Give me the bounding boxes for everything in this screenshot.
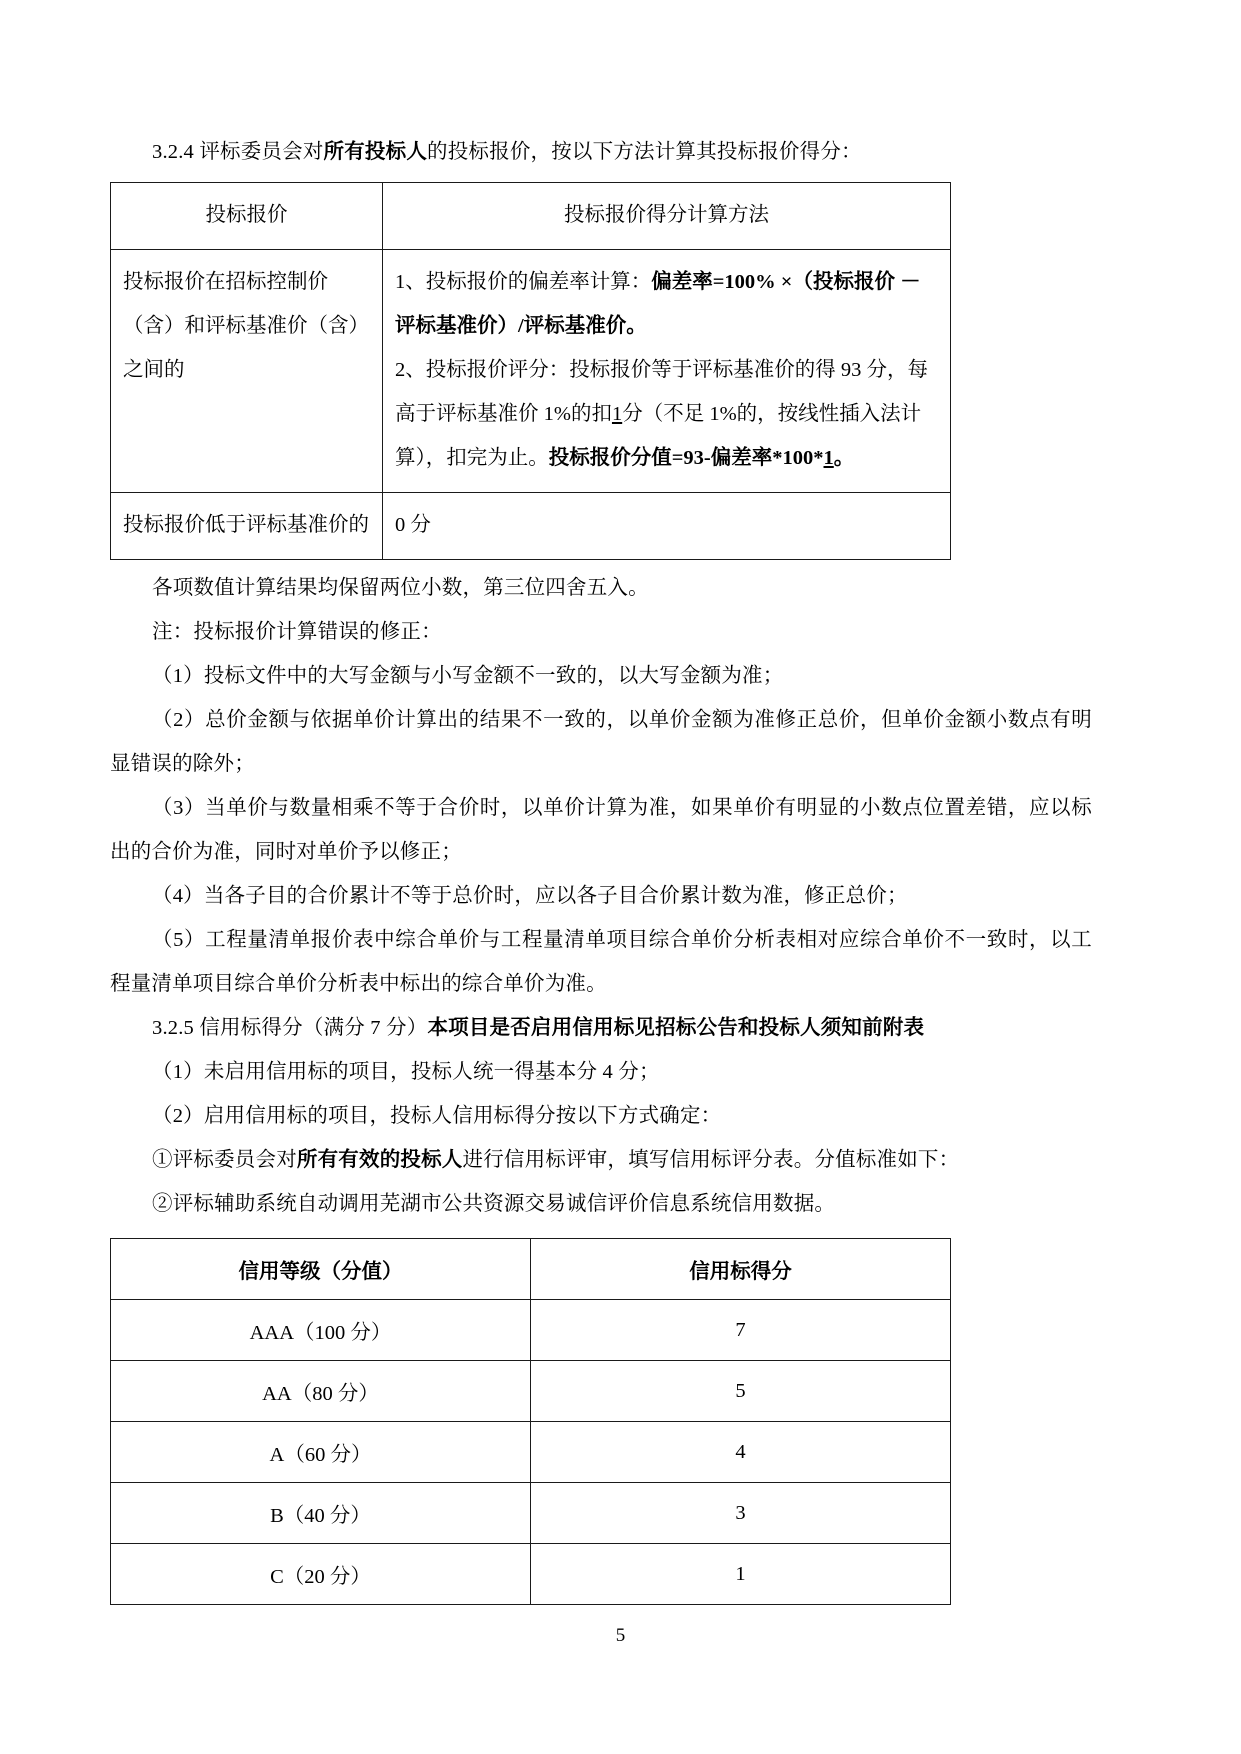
correction-item-4: （4）当各子目的合价累计不等于总价时，应以各子目合价累计数为准，修正总价； [152, 885, 908, 907]
credit-grade-cell: AA（80 分） [111, 1361, 531, 1422]
table-row [111, 493, 951, 560]
credit-score-cell: 3 [531, 1483, 951, 1544]
credit-grade-cell: C（20 分） [111, 1544, 531, 1605]
credit-score-cell: 4 [531, 1422, 951, 1483]
correction-item-1: （1）投标文件中的大写金额与小写金额不一致的，以大写金额为准； [152, 665, 784, 687]
price-scoring-method [383, 250, 951, 493]
method-item-1 [395, 260, 938, 348]
credit-score-cell: 7 [531, 1300, 951, 1361]
method-item-2-mid: 分（不足 1%的，按线性插入法计算），扣完为止。 [395, 403, 922, 469]
method-item-2-deduction-value: 1 [611, 403, 623, 425]
page-content [110, 130, 1092, 1605]
rounding-rule-paragraph: 各项数值计算结果均保留两位小数，第三位四舍五入。 [152, 577, 649, 599]
section-3-2-4-heading [110, 130, 1092, 174]
credit-grade-cell: B（40 分） [111, 1483, 531, 1544]
method-item-2-formula-value: 1 [823, 447, 834, 469]
section-3-2-4-suffix: 的投标报价，按以下方法计算其投标报价得分： [427, 141, 862, 163]
credit-grade-cell: A（60 分） [111, 1422, 531, 1483]
correction-item-3: （3）当单价与数量相乘不等于合价时，以单价计算为准，如果单价有明显的小数点位置差错，应以标出的合价为准，同时对单价予以修正； [110, 797, 1092, 863]
credit-item-2: （2）启用信用标的项目，投标人信用标得分按以下方式确定： [152, 1105, 722, 1127]
table-row [111, 1422, 951, 1483]
price-table-header-col1: 投标报价 [111, 183, 383, 250]
table-row [111, 1483, 951, 1544]
section-3-2-4-prefix: 3.2.4 评标委员会对 [152, 141, 324, 163]
table-header-row [111, 1239, 951, 1300]
circle-item-1-bold: 所有有效的投标人 [296, 1149, 463, 1171]
credit-score-table [110, 1238, 951, 1605]
price-below-base-label: 投标报价低于评标基准价的 [111, 493, 383, 560]
method-item-2 [395, 348, 938, 480]
section-3-2-4-bold: 所有投标人 [323, 141, 428, 163]
table-row [111, 1544, 951, 1605]
table-header-row [111, 183, 951, 250]
correction-item-2: （2）总价金额与依据单价计算出的结果不一致的，以单价金额为准修正总价，但单价金额小数点有明显错误的除外； [110, 709, 1092, 775]
method-item-1-formula: 偏差率=100% ×（投标报价 － 评标基准价）/评标基准价。 [395, 271, 921, 337]
credit-circle-item-1 [110, 1138, 1092, 1182]
method-item-2-formula-suffix: 。 [833, 447, 855, 469]
credit-score-cell: 5 [531, 1361, 951, 1422]
section-3-2-5-heading [110, 1006, 1092, 1050]
section-3-2-5-bold: 本项目是否启用信用标见招标公告和投标人须知前附表 [427, 1017, 925, 1039]
credit-table-header-score: 信用标得分 [531, 1239, 951, 1300]
price-range-label: 投标报价在招标控制价（含）和评标基准价（含）之间的 [111, 250, 383, 493]
credit-grade-cell: AAA（100 分） [111, 1300, 531, 1361]
table-row [111, 1361, 951, 1422]
method-item-2-formula-prefix: 投标报价分值=93-偏差率*100* [548, 447, 824, 469]
bid-price-scoring-table [110, 182, 951, 560]
circle-item-1-prefix: ①评标委员会对 [152, 1149, 297, 1171]
price-below-base-score: 0 分 [383, 493, 951, 560]
method-item-2-prefix: 2、投标报价评分：投标报价等于评标基准价的得 93 分，每高于评标基准价 1%的扣 [395, 359, 928, 425]
circle-item-1-suffix: 进行信用标评审，填写信用标评分表。分值标准如下： [462, 1149, 960, 1171]
credit-score-cell: 1 [531, 1544, 951, 1605]
page-number-footer: 5 [615, 1625, 626, 1646]
credit-circle-item-2: ②评标辅助系统自动调用芜湖市公共资源交易诚信评价信息系统信用数据。 [152, 1193, 836, 1215]
table-row [111, 250, 951, 493]
credit-table-header-grade: 信用等级（分值） [111, 1239, 531, 1300]
correction-item-5: （5）工程量清单报价表中综合单价与工程量清单项目综合单价分析表相对应综合单价不一致时，以工程量清单项目综合单价分析表中标出的综合单价为准。 [110, 929, 1092, 995]
credit-item-1: （1）未启用信用标的项目，投标人统一得基本分 4 分； [152, 1061, 660, 1083]
section-3-2-5-prefix: 3.2.5 信用标得分（满分 7 分） [152, 1017, 428, 1039]
note-heading-paragraph: 注：投标报价计算错误的修正： [152, 621, 442, 643]
price-table-header-col2: 投标报价得分计算方法 [383, 183, 951, 250]
table-row [111, 1300, 951, 1361]
method-item-1-prefix: 1、投标报价的偏差率计算： [395, 271, 652, 293]
